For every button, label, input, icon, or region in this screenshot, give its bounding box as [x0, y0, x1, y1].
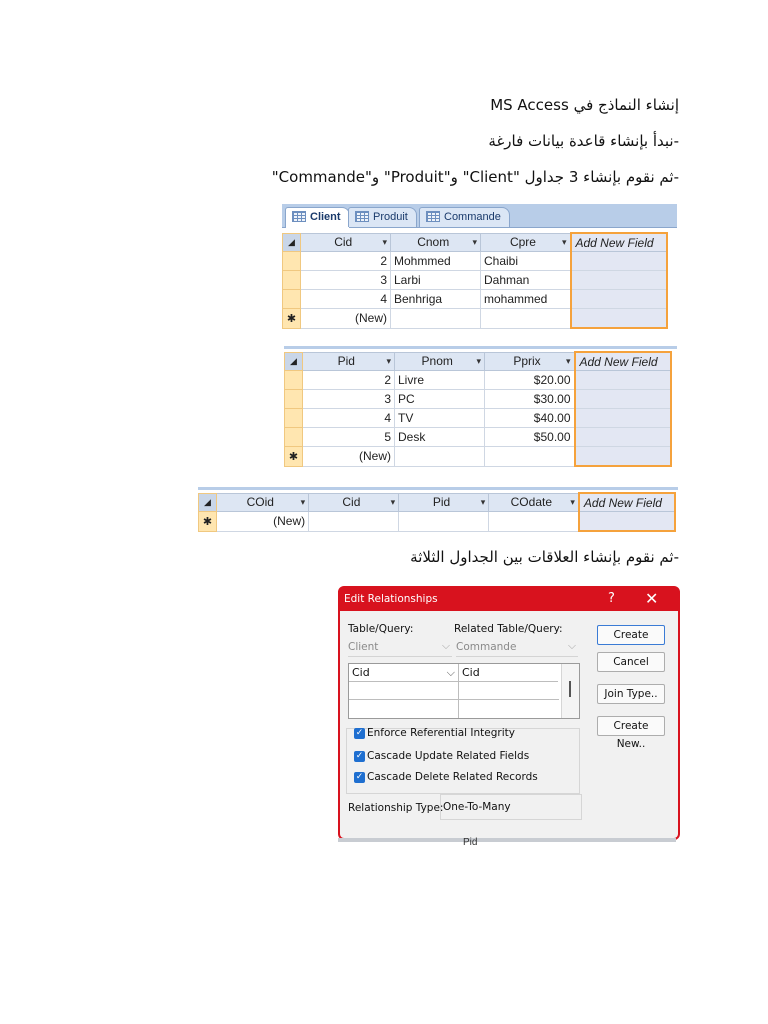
relationship-type-value: One-To-Many	[440, 794, 582, 820]
produit-table-screenshot	[284, 346, 677, 475]
dropdown-arrow-icon[interactable]: ▾	[561, 237, 567, 248]
cell[interactable]: Chaibi	[481, 252, 571, 271]
column-header-pprix[interactable]: Pprix ▾	[485, 352, 575, 371]
field-left-select[interactable]: Cid ⌵	[349, 664, 459, 682]
relationship-type-label: Relationship Type:	[348, 802, 444, 814]
new-row-marker-icon: ✱	[283, 309, 301, 329]
table-row	[285, 409, 671, 428]
field-col-divider	[458, 682, 459, 718]
cascade-update-checkbox[interactable]: ✓ Cascade Update Related Fields	[355, 750, 530, 762]
cell[interactable]: $20.00	[485, 371, 575, 390]
new-record-cell[interactable]: (New)	[217, 512, 309, 532]
produit-datasheet	[284, 351, 672, 467]
cell[interactable]: 2	[303, 371, 395, 390]
row-selector[interactable]	[283, 271, 301, 290]
checkmark-icon: ✓	[355, 750, 364, 761]
cell[interactable]: $30.00	[485, 390, 575, 409]
column-header-cnom[interactable]: Cnom ▾	[391, 233, 481, 252]
cell[interactable]: mohammed	[481, 290, 571, 309]
dropdown-arrow-icon[interactable]: ▾	[390, 497, 396, 508]
column-header-cpre[interactable]: Cpre ▾	[481, 233, 571, 252]
dropdown-arrow-icon[interactable]: ▾	[565, 356, 571, 367]
cell[interactable]	[571, 271, 667, 290]
cell[interactable]: 3	[301, 271, 391, 290]
table-row	[283, 290, 667, 309]
cell[interactable]	[489, 512, 579, 532]
tab-client[interactable]: Client	[285, 207, 350, 228]
cell[interactable]	[575, 371, 671, 390]
object-tabs	[282, 204, 677, 228]
table-row	[283, 271, 667, 290]
cell[interactable]	[571, 309, 667, 329]
dialog-title-bar	[340, 588, 678, 611]
chevron-down-icon: ⌵	[568, 640, 576, 652]
row-selector[interactable]	[285, 390, 303, 409]
table-query-select[interactable]: Client ⌵	[348, 641, 452, 657]
create-new-button[interactable]: Create New..	[597, 716, 665, 736]
row-selector[interactable]	[283, 252, 301, 271]
cell[interactable]	[571, 252, 667, 271]
table-icon	[426, 211, 440, 222]
table-row	[285, 428, 671, 447]
table-row	[285, 390, 671, 409]
cell[interactable]: 3	[303, 390, 395, 409]
cell[interactable]: 5	[303, 428, 395, 447]
checkmark-icon: ✓	[355, 727, 364, 738]
doc-step-2: -ثم نقوم بإنشاء 3 جداول "Client" و"Produit" و"Commande"	[271, 168, 679, 186]
row-selector[interactable]	[285, 409, 303, 428]
table-query-label: Table/Query:	[348, 623, 414, 635]
row-selector[interactable]	[285, 371, 303, 390]
table-icon	[292, 211, 306, 222]
dropdown-arrow-icon[interactable]: ▾	[472, 237, 477, 248]
table-icon	[355, 211, 369, 222]
commande-table-screenshot	[198, 487, 678, 540]
field-scrollbar[interactable]	[561, 664, 579, 718]
column-header-pid[interactable]: Pid ▾	[303, 352, 395, 371]
cell[interactable]	[575, 428, 671, 447]
column-header-coid[interactable]: COid ▾	[217, 493, 309, 512]
new-record-row	[283, 309, 667, 329]
dialog-title: Edit Relationships	[344, 593, 438, 605]
cell[interactable]	[575, 447, 671, 467]
commande-datasheet	[198, 492, 676, 532]
column-header-pid[interactable]: Pid ▾	[399, 493, 489, 512]
cell[interactable]	[395, 447, 485, 467]
join-type-button[interactable]: Join Type..	[597, 684, 665, 704]
cell[interactable]: Dahman	[481, 271, 571, 290]
scrollbar-thumb[interactable]	[569, 681, 571, 697]
create-button[interactable]: Create	[597, 625, 665, 645]
cell[interactable]: 2	[301, 252, 391, 271]
cascade-delete-checkbox[interactable]: ✓ Cascade Delete Related Records	[355, 771, 538, 783]
cell[interactable]: 4	[301, 290, 391, 309]
cell[interactable]	[481, 309, 571, 329]
column-header-cid[interactable]: Cid ▾	[301, 233, 391, 252]
chevron-down-icon: ⌵	[446, 666, 455, 679]
cell[interactable]	[575, 409, 671, 428]
table-row	[283, 252, 667, 271]
chevron-down-icon: ⌵	[442, 640, 450, 652]
select-all-corner[interactable]: ◢	[285, 352, 303, 371]
dropdown-arrow-icon[interactable]: ▾	[480, 497, 486, 508]
row-selector[interactable]	[285, 428, 303, 447]
enforce-integrity-checkbox[interactable]: ✓ Enforce Referential Integrity	[355, 727, 515, 739]
tab-commande[interactable]: Commande	[419, 207, 510, 227]
cancel-button[interactable]: Cancel	[597, 652, 665, 672]
cell[interactable]: 4	[303, 409, 395, 428]
close-icon[interactable]: ✕	[645, 589, 659, 608]
column-header-cid[interactable]: Cid ▾	[309, 493, 399, 512]
cell[interactable]: TV	[395, 409, 485, 428]
field-mapping-grid	[348, 663, 580, 719]
new-row-marker-icon: ✱	[285, 447, 303, 467]
add-new-field-header[interactable]: Add New Field	[571, 233, 667, 252]
cell[interactable]: PC	[395, 390, 485, 409]
cell[interactable]	[399, 512, 489, 532]
table-row	[285, 371, 671, 390]
cell[interactable]	[391, 309, 481, 329]
cell[interactable]	[579, 512, 675, 532]
dropdown-arrow-icon[interactable]: ▾	[382, 237, 387, 248]
cell[interactable]	[571, 290, 667, 309]
new-record-cell[interactable]: (New)	[303, 447, 395, 467]
new-row-marker-icon: ✱	[199, 512, 217, 532]
select-all-corner[interactable]: ◢	[199, 493, 217, 512]
cell[interactable]: Desk	[395, 428, 485, 447]
row-selector[interactable]	[283, 290, 301, 309]
new-record-row	[199, 512, 676, 532]
add-new-field-header[interactable]: Add New Field	[579, 493, 675, 512]
dropdown-arrow-icon[interactable]: ▾	[300, 497, 306, 508]
column-header-codate[interactable]: COdate ▾	[489, 493, 579, 512]
client-datasheet	[282, 232, 668, 329]
tab-produit[interactable]: Produit	[348, 207, 417, 227]
cell[interactable]	[309, 512, 399, 532]
cell[interactable]: Benhriga	[391, 290, 481, 309]
doc-step-3: -ثم نقوم بإنشاء العلاقات بين الجداول الثلاثة	[410, 548, 679, 566]
new-record-cell[interactable]: (New)	[301, 309, 391, 329]
cell[interactable]: $50.00	[485, 428, 575, 447]
select-all-corner[interactable]: ◢	[283, 233, 301, 252]
column-header-pnom[interactable]: Pnom ▾	[395, 352, 485, 371]
field-row-empty[interactable]	[349, 682, 559, 700]
cell[interactable]: Mohmmed	[391, 252, 481, 271]
cell[interactable]: Livre	[395, 371, 485, 390]
dropdown-arrow-icon[interactable]: ▾	[570, 497, 575, 508]
dropdown-arrow-icon[interactable]: ▾	[386, 356, 391, 367]
new-record-row	[285, 447, 671, 467]
client-table-screenshot	[282, 204, 677, 336]
doc-step-1: -نبدأ بإنشاء قاعدة بيانات فارغة	[488, 132, 679, 150]
cell[interactable]: Larbi	[391, 271, 481, 290]
doc-title: إنشاء النماذج في MS Access	[490, 96, 679, 114]
field-right-cell[interactable]: Cid	[459, 664, 558, 682]
dropdown-arrow-icon[interactable]: ▾	[476, 356, 481, 367]
cell[interactable]	[485, 447, 575, 467]
cell[interactable]	[575, 390, 671, 409]
add-new-field-header[interactable]: Add New Field	[575, 352, 671, 371]
related-table-query-select[interactable]: Commande ⌵	[456, 641, 578, 657]
cell[interactable]: $40.00	[485, 409, 575, 428]
help-icon[interactable]: ?	[608, 591, 615, 606]
checkmark-icon: ✓	[355, 771, 364, 782]
background-window-label: Pid	[463, 837, 478, 848]
related-table-query-label: Related Table/Query:	[454, 623, 563, 635]
